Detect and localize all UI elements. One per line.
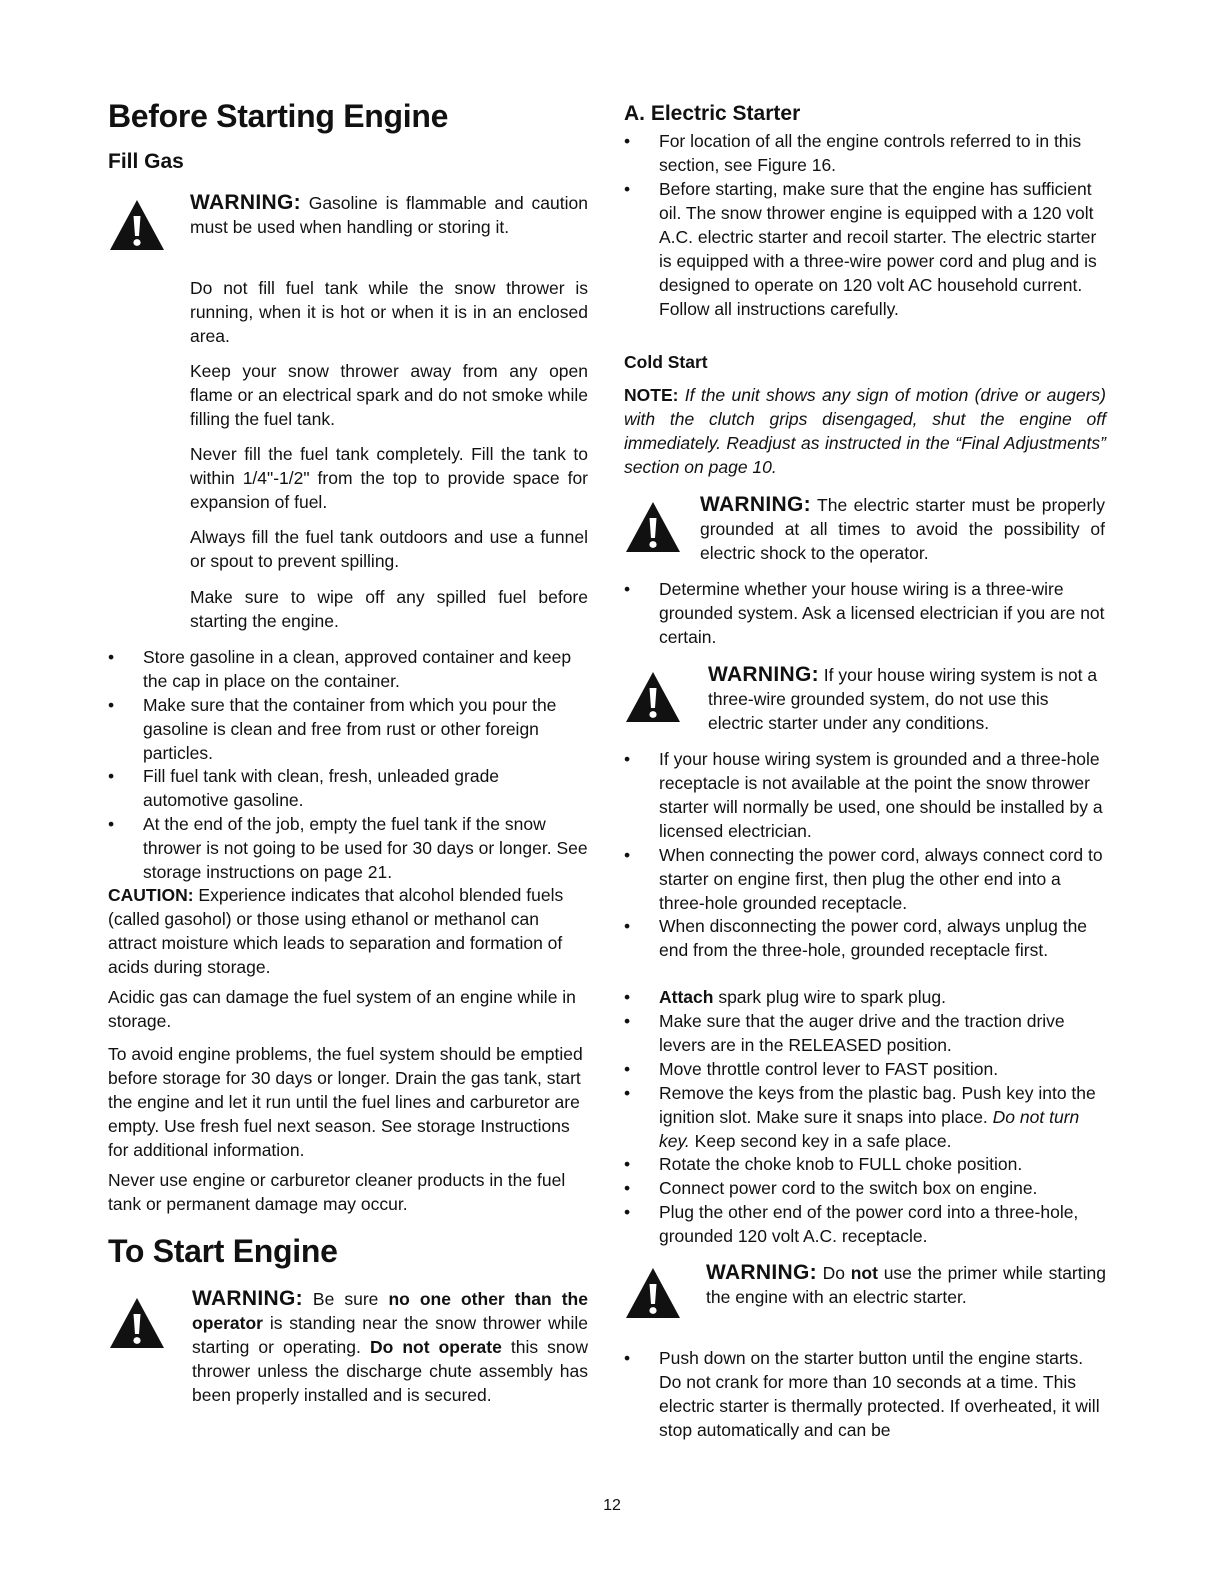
warn-para-5: Make sure to wipe off any spilled fuel before starting the engine. bbox=[190, 587, 588, 631]
caution-text: Experience indicates that alcohol blended fuels (called gasohol) or those using ethanol or methanol can attract moisture which leads to separation and formation of acids during storage. bbox=[108, 885, 564, 977]
list-item: • At the end of the job, empty the fuel tank if the snow thrower is not going to be used for 30 days or longer. See storage instructions on page 21. bbox=[108, 814, 588, 882]
warning-label: WARNING: bbox=[708, 663, 819, 686]
heading-cold-start: Cold Start bbox=[624, 352, 708, 372]
list-item: • Push down on the starter button until the engine starts. Do not crank for more than 10 seconds at a time. This electric starter is thermally protected. If overheated, it will stop automatically and can be bbox=[624, 1348, 1100, 1440]
heading-to-start-engine: To Start Engine bbox=[108, 1233, 338, 1269]
warning-triangle-icon bbox=[108, 1296, 166, 1350]
warn-para-1: Do not fill fuel tank while the snow thrower is running, when it is hot or when it is in an enclosed area. bbox=[190, 278, 588, 346]
list-item: • Make sure that the auger drive and the traction drive levers are in the RELEASED position. bbox=[624, 1011, 1065, 1055]
warning-gasoline bbox=[190, 191, 588, 239]
heading-electric-starter: A. Electric Starter bbox=[624, 102, 801, 125]
warning-text: Gasoline is flammable and caution must be used when handling or storing it. bbox=[190, 193, 588, 237]
list-item: • Remove the keys from the plastic bag. Push key into the ignition slot. Make sure it snaps into place. Do not turn key. Keep second key in a safe place. bbox=[624, 1083, 1096, 1151]
list-item: • When disconnecting the power cord, always unplug the end from the three-hole, grounded receptacle first. bbox=[624, 916, 1088, 960]
warning-label: WARNING: bbox=[190, 191, 301, 214]
heading-before-starting-engine: Before Starting Engine bbox=[108, 98, 449, 134]
warning-triangle-icon bbox=[624, 1266, 682, 1320]
list-item: • Before starting, make sure that the engine has sufficient oil. The snow thrower engine is equipped with a 120 volt A.C. electric starter and recoil starter. The electric starter is equipped with a three-wire power cord and plug and is designed to operate on 120 volt AC household current. Follow all instructions carefully. bbox=[624, 179, 1097, 319]
warning-triangle-icon bbox=[624, 670, 682, 724]
warning-text: The electric starter must be properly grounded at all times to avoid the possibility of electric shock to the operator. bbox=[700, 495, 1105, 563]
warn-para-3: Never fill the fuel tank completely. Fill the tank to within 1/4"-1/2" from the top to provide space for expansion of fuel. bbox=[190, 444, 588, 512]
note-label: NOTE: bbox=[624, 385, 679, 405]
warning-text: If your house wiring system is not a three-wire grounded system, do not use this electric starter under any conditions. bbox=[708, 665, 1098, 733]
list-item: • For location of all the engine controls referred to in this section, see Figure 16. bbox=[624, 131, 1082, 175]
warning-label: WARNING: bbox=[706, 1261, 817, 1284]
note-paragraph bbox=[624, 383, 1106, 479]
para-avoid-engine-problems: To avoid engine problems, the fuel system should be emptied before storage for 30 days or longer. Drain the gas tank, start the engine and let it run until the fuel lines and carburetor are empty. Use fresh fuel next season. See storage Instructions for additional information. bbox=[108, 1044, 583, 1160]
caution-paragraph bbox=[108, 883, 578, 979]
list-item: • Rotate the choke knob to FULL choke position. bbox=[624, 1154, 1023, 1174]
para-acidic-gas: Acidic gas can damage the fuel system of an engine while in storage. bbox=[108, 987, 576, 1031]
warn-para-4: Always fill the fuel tank outdoors and use a funnel or spout to prevent spilling. bbox=[190, 527, 588, 571]
warning-label: WARNING: bbox=[192, 1287, 303, 1310]
list-item: • Fill fuel tank with clean, fresh, unleaded grade automotive gasoline. bbox=[108, 766, 500, 810]
warning-grounded bbox=[700, 493, 1105, 565]
heading-fill-gas: Fill Gas bbox=[108, 150, 184, 173]
warning-triangle-icon bbox=[624, 500, 682, 554]
caution-label: CAUTION: bbox=[108, 885, 194, 905]
list-item: • Determine whether your house wiring is a three-wire grounded system. Ask a licensed electrician if you are not certain. bbox=[624, 579, 1105, 647]
warning-primer: WARNING: Do not use the primer while starting the engine with an electric starter. bbox=[706, 1261, 1106, 1307]
list-item: • Move throttle control lever to FAST position. bbox=[624, 1059, 999, 1079]
note-text: If the unit shows any sign of motion (drive or augers) with the clutch grips disengaged, shut the engine off immediately. Readjust as instructed in the “Final Adjustments” section on page 10. bbox=[624, 385, 1106, 477]
list-item: • Connect power cord to the switch box on engine. bbox=[624, 1178, 1038, 1198]
list-item: • When connecting the power cord, always connect cord to starter on engine first, then plug the other end into a three-hole grounded receptacle. bbox=[624, 845, 1103, 913]
list-item: • Plug the other end of the power cord into a three-hole, grounded 120 volt A.C. receptacle. bbox=[624, 1202, 1079, 1246]
para-never-use-cleaner: Never use engine or carburetor cleaner products in the fuel tank or permanent damage may occur. bbox=[108, 1170, 566, 1214]
list-item: • Attach spark plug wire to spark plug. bbox=[624, 987, 946, 1007]
page-number: 12 bbox=[603, 1497, 621, 1514]
list-item: • If your house wiring system is grounded and a three-hole receptacle is not available at the point the snow thrower starter will normally be used, one should be installed by a licensed electrician. bbox=[624, 749, 1103, 841]
warning-operator: WARNING: Be sure no one other than the operator is standing near the snow thrower while starting or operating. Do not operate this snow thrower unless the discharge chute assembly has been properly installed and is secured. bbox=[192, 1287, 589, 1405]
warning-triangle-icon bbox=[108, 198, 166, 252]
list-item: • Make sure that the container from which you pour the gasoline is clean and free from rust or other foreign particles. bbox=[108, 695, 557, 763]
warning-label: WARNING: bbox=[700, 493, 811, 516]
warn-para-2: Keep your snow thrower away from any open flame or an electrical spark and do not smoke while filling the fuel tank. bbox=[190, 361, 588, 429]
list-item: • Store gasoline in a clean, approved container and keep the cap in place on the container. bbox=[108, 647, 572, 691]
warning-three-wire bbox=[708, 663, 1108, 735]
